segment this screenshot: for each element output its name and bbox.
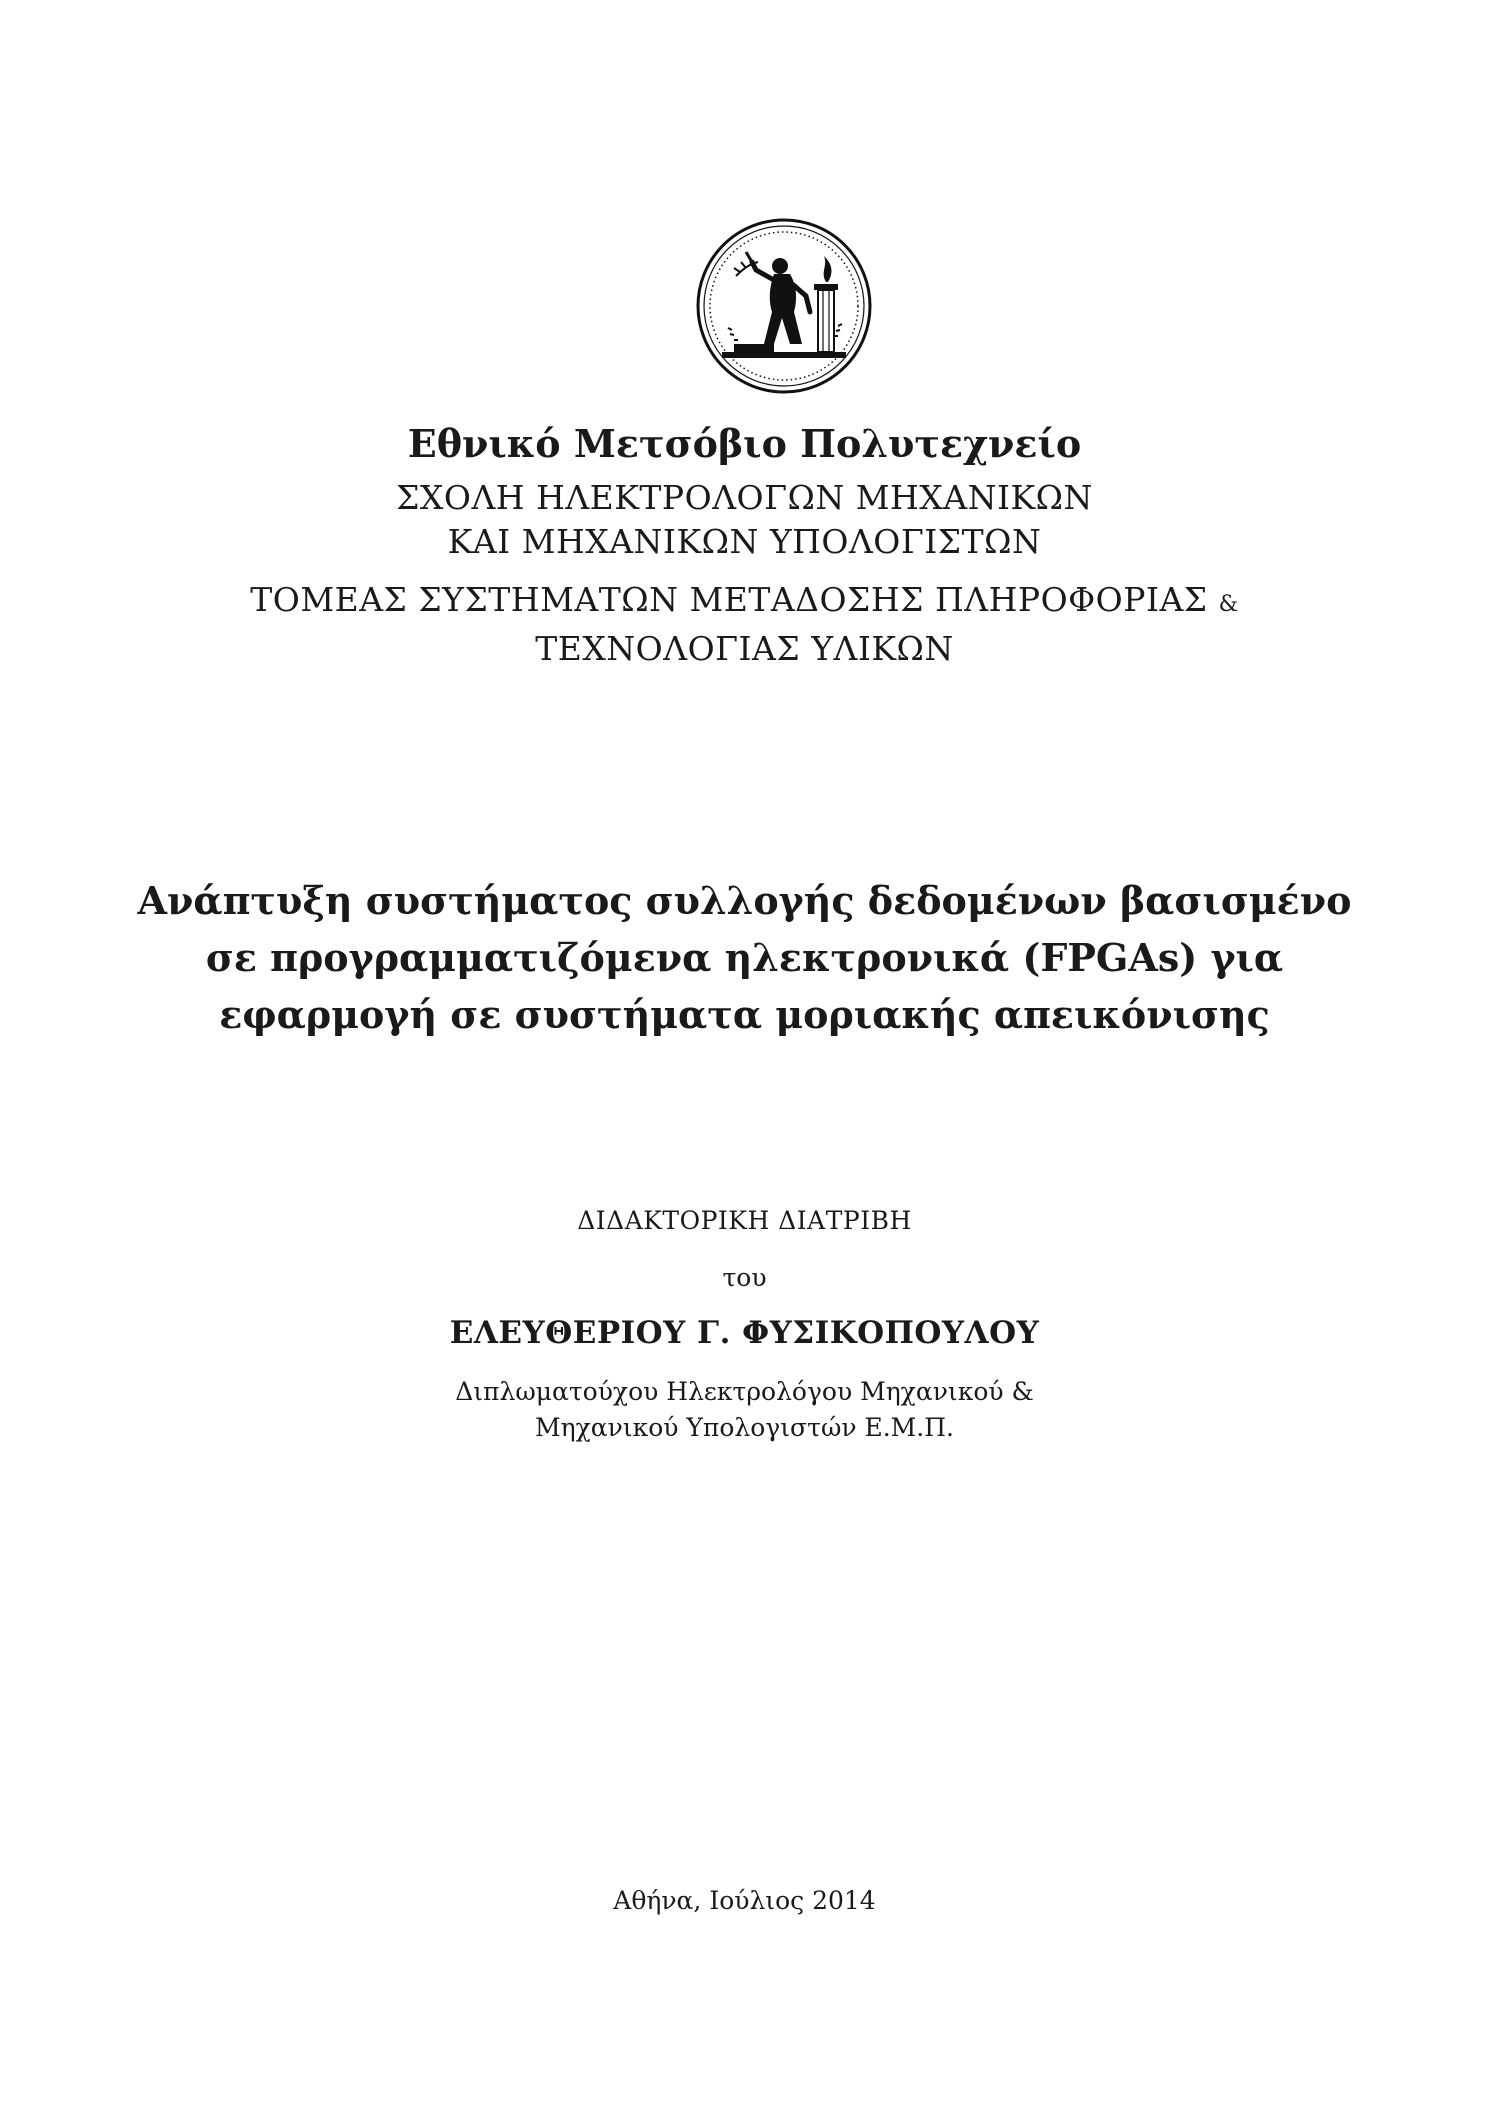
- thesis-type: [0, 1203, 1489, 1239]
- place-date: [0, 1883, 1489, 1919]
- thesis-title-line-1: Ανάπτυξη συστήματος συλλογής δεδομένων βασισμένο: [137, 878, 1352, 923]
- school-name-line-2: ΚΑΙ ΜΗΧΑΝΙΚΩΝ ΥΠΟΛΟΓΙΣΤΩΝ: [447, 522, 1042, 561]
- place-date-text: Αθήνα, Ιούλιος 2014: [613, 1886, 876, 1915]
- author-degree-line-2: Μηχανικού Υπολογιστών Ε.Μ.Π.: [535, 1413, 954, 1442]
- thesis-title-line-2: σε προγραμματιζόμενα ηλεκτρονικά (FPGAs) για: [205, 935, 1284, 980]
- ntua-prometheus-seal-icon: [694, 216, 874, 396]
- author-degree: [0, 1374, 1489, 1446]
- thesis-title-line-3: εφαρμογή σε συστήματα μοριακής απεικόνισης: [219, 992, 1270, 1037]
- author-name: [0, 1312, 1489, 1354]
- sector-name: [0, 578, 1489, 671]
- by-label-text: του: [722, 1263, 767, 1292]
- author-name-text: ΕΛΕΥΘΕΡΙΟΥ Γ. ΦΥΣΙΚΟΠΟΥΛΟΥ: [449, 1315, 1040, 1351]
- by-label: [0, 1260, 1489, 1296]
- author-degree-line-1: Διπλωματούχου Ηλεκτρολόγου Μηχανικού &: [455, 1377, 1034, 1406]
- school-name-line-1: ΣΧΟΛΗ ΗΛΕΚΤΡΟΛΟΓΩΝ ΜΗΧΑΝΙΚΩΝ: [396, 478, 1093, 517]
- university-name: [0, 420, 1489, 468]
- school-name: [0, 476, 1489, 564]
- university-name-text: Εθνικό Μετσόβιο Πολυτεχνείο: [407, 421, 1082, 466]
- sector-name-line-1-text: ΤΟΜΕΑΣ ΣΥΣΤΗΜΑΤΩΝ ΜΕΤΑΔΟΣΗΣ ΠΛΗΡΟΦΟΡΙΑΣ: [250, 580, 1208, 619]
- sector-name-line-2: ΤΕΧΝΟΛΟΓΙΑΣ ΥΛΙΚΩΝ: [535, 629, 954, 668]
- thesis-title: [0, 872, 1489, 1043]
- sector-ampersand: &: [1218, 592, 1239, 617]
- sector-name-line-1: [0, 578, 1489, 627]
- thesis-type-text: ΔΙΔΑΚΤΟΡΙΚΗ ΔΙΑΤΡΙΒΗ: [577, 1206, 912, 1235]
